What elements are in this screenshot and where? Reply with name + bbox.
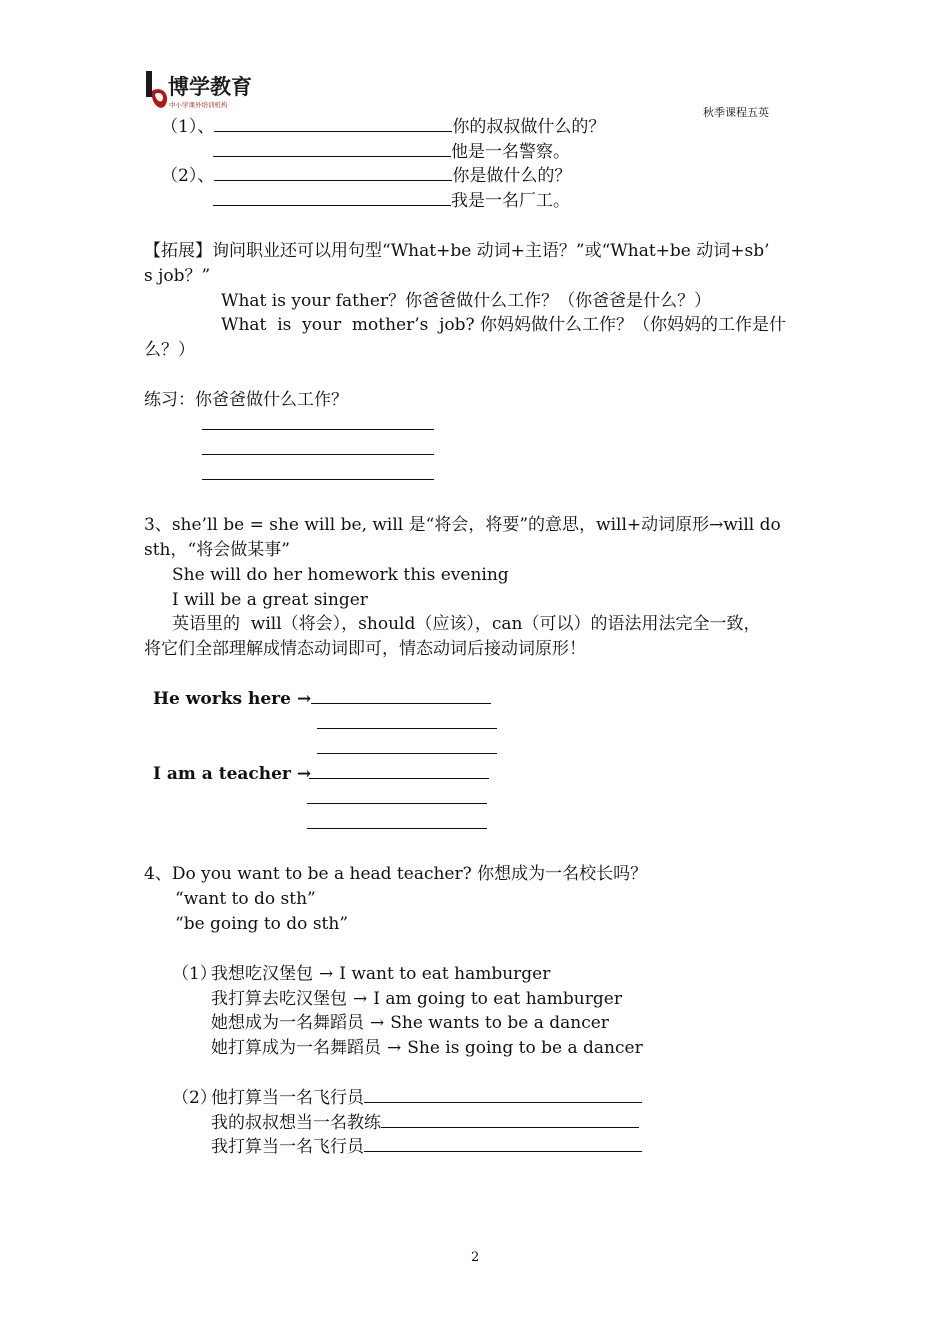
task2-sentence: I am a teacher — [153, 764, 291, 784]
section3-example-2: I will be a great singer — [172, 590, 368, 610]
practice-blank-1[interactable] — [202, 414, 434, 430]
logo-text: 博学教育 — [168, 74, 252, 99]
section3-note-1: 英语里的 will（将会），should（应该），can（可以）的语法用法完全一致， — [172, 614, 761, 634]
q2-question-blank[interactable] — [214, 165, 452, 181]
practice-blank-2[interactable] — [202, 439, 434, 455]
q2-question-text: 你是做什么的？ — [452, 166, 572, 186]
task1-line — [153, 688, 317, 710]
extension-line-1: 【拓展】询问职业还可以用句型“What+be 动词+主语？”或“What+be 动词+sb’ — [144, 241, 770, 261]
extension-example-2-cont: 么？） — [144, 340, 195, 360]
q2-prefix: （2）、 — [161, 166, 215, 186]
section4-practice-3: 我打算当一名飞行员 — [211, 1136, 642, 1158]
q1-question-line — [161, 116, 605, 138]
task1-blank-3[interactable] — [317, 738, 497, 754]
logo-subtext: 中小学课外培训机构 — [169, 101, 228, 109]
arrow-icon: → — [370, 1013, 385, 1033]
q1-question-text: 你的叔叔做什么的？ — [452, 117, 606, 137]
task2-blank-3[interactable] — [307, 813, 487, 829]
page-number: 2 — [471, 1250, 480, 1265]
q2-question-line — [161, 165, 571, 187]
q2-answer-blank[interactable] — [213, 190, 451, 206]
practice-blank-3[interactable] — [202, 464, 434, 480]
section4-phrase-2: “be going to do sth” — [175, 914, 349, 934]
course-label: 秋季课程五英 — [703, 106, 769, 119]
arrow-icon: → — [319, 964, 334, 984]
arrow-icon: → — [296, 689, 312, 709]
section4-practice-2: 我的叔叔想当一名教练 — [211, 1112, 639, 1134]
arrow-icon: → — [387, 1038, 402, 1058]
q1-question-blank[interactable] — [214, 116, 452, 132]
extension-line-2: s job？” — [144, 266, 211, 286]
q1-answer-blank[interactable] — [213, 141, 451, 157]
section4-practice-1: 他打算当一名飞行员 — [211, 1087, 642, 1109]
arrow-icon: → — [296, 764, 312, 784]
extension-example-1: What is your father？你爸爸做什么工作？（你爸爸是什么？） — [221, 291, 712, 311]
section4-phrase-1: “want to do sth” — [175, 889, 316, 909]
brand-logo — [143, 67, 252, 112]
section3-line-2: sth，“将会做某事” — [144, 540, 290, 560]
task1-blank-1[interactable] — [311, 688, 491, 704]
practice-4-blank-2[interactable] — [381, 1112, 639, 1128]
q1-prefix: （1）、 — [161, 117, 215, 137]
q2-answer-line — [213, 190, 570, 212]
q2-answer-text: 我是一名厂工。 — [451, 191, 570, 211]
section3-note-2: 将它们全部理解成情态动词即可，情态动词后接动词原形！ — [144, 639, 586, 659]
practice-4-blank-3[interactable] — [364, 1136, 642, 1152]
section4-example-prefix: （1） — [172, 964, 217, 984]
task1-blank-2[interactable] — [317, 713, 497, 729]
practice-4-blank-1[interactable] — [364, 1087, 642, 1103]
task2-blank-1[interactable] — [309, 763, 489, 779]
practice-label: 练习：你爸爸做什么工作？ — [144, 390, 348, 410]
section4-line-1: 4、Do you want to be a head teacher? 你想成为一名校长吗？ — [144, 864, 648, 884]
task1-sentence: He works here — [153, 689, 291, 709]
section3-example-1: She will do her homework this evening — [172, 565, 509, 585]
q1-answer-line — [213, 141, 570, 163]
task2-line — [153, 763, 317, 785]
extension-example-2: What is your mother’s job? 你妈妈做什么工作？（你妈妈的工作是什 — [221, 315, 787, 335]
section4-example-4: 她打算成为一名舞蹈员 → She is going to be a dancer — [211, 1038, 643, 1058]
section4-example-3: 她想成为一名舞蹈员 → She wants to be a dancer — [211, 1013, 609, 1033]
section3-line-1: 3、she’ll be = she will be, will 是“将会，将要”的意思，will+动词原形→will do — [144, 515, 781, 535]
section4-practice-prefix: （2） — [172, 1088, 217, 1108]
arrow-icon: → — [353, 989, 368, 1009]
q1-answer-text: 他是一名警察。 — [451, 142, 570, 162]
task2-blank-2[interactable] — [307, 788, 487, 804]
section4-example-1: 我想吃汉堡包 → I want to eat hamburger — [211, 964, 551, 984]
section4-example-2: 我打算去吃汉堡包 → I am going to eat hamburger — [211, 989, 622, 1009]
